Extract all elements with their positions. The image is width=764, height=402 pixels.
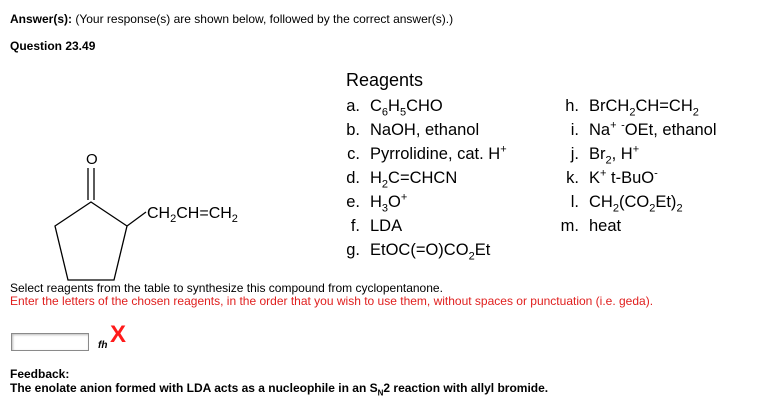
reagent-h: h. $BrCH_2CH=CH_2$ (565, 97, 699, 119)
answers-note: (Your response(s) are shown below, followed by the correct answer(s).) (75, 12, 454, 26)
oxygen-label: O (86, 151, 98, 168)
answer-input[interactable] (11, 333, 89, 351)
answers-label: Answer(s): (10, 12, 73, 26)
reagent-j: j. $Br_2$, H+ (570, 143, 640, 167)
reagent-k: k. K+ t-BuO- (566, 167, 658, 187)
instruction-format-note: Enter the letters of the chosen reagents, in the order that you wish to use them, without spaces or punctuation (i.e. geda). (10, 294, 654, 308)
reagent-a: a. $C_6H_5CHO$ (346, 97, 443, 119)
reagent-c: c. Pyrrolidine, cat. H+ (347, 143, 507, 163)
reagent-e: e. $H_3O^+$ (346, 191, 408, 215)
question-number: Question 23.49 (10, 39, 96, 53)
reagent-i: i. Na+ -OEt, ethanol (570, 119, 717, 139)
reagent-l: l. $CH_2(CO_2Et)_2$ (570, 193, 683, 215)
cyclopentane-ring (55, 202, 127, 280)
allyl-substituent: $CH_2CH=CH_2$ (147, 205, 238, 225)
instruction-text: Select reagents from the table to synthesize this compound from cyclopentanone. (10, 281, 443, 295)
reagent-m: m. heat (560, 217, 622, 235)
submitted-answer: fh (98, 340, 108, 351)
answers-header (10, 12, 453, 26)
target-molecule-structure (50, 140, 280, 290)
reagents-title: Reagents (346, 70, 424, 90)
feedback-text: The enolate anion formed with LDA acts as a nucleophile in an $S_N2$ reaction with allyl bromide. (10, 381, 549, 398)
incorrect-x-icon: X (110, 321, 127, 348)
reagent-g: g. $EtOC(=O)CO_2Et$ (346, 241, 491, 263)
reagent-d: d. $H_2C=CHCN$ (346, 169, 458, 191)
reagent-f: f. LDA (350, 217, 403, 235)
feedback-label: Feedback: (10, 367, 70, 381)
reagent-b: b. NaOH, ethanol (346, 121, 480, 139)
